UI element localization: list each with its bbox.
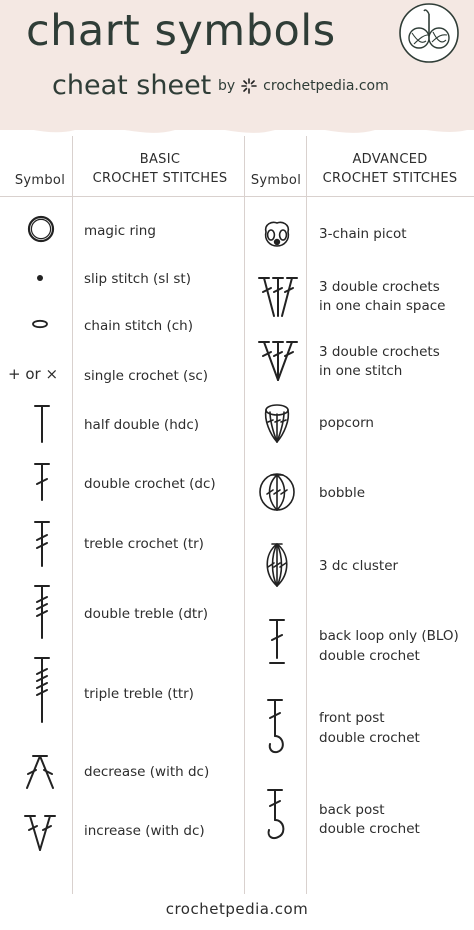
advanced-label-3dc-one-stitch-2: in one stitch [319,363,403,379]
treble-crochet-icon [30,518,54,570]
dc-cluster-icon [260,540,294,590]
page-title: chart symbols [26,6,336,56]
advanced-header-line2: CROCHET STITCHES [322,171,458,186]
advanced-label-3dc-one-stitch-1: 3 double crochets [319,344,440,360]
triple-treble-icon [30,654,54,726]
front-post-icon [262,696,292,758]
advanced-label-blo-1: back loop only (BLO) [319,628,459,644]
advanced-column-header [310,150,470,188]
advanced-label-picot: 3-chain picot [319,226,407,242]
basic-label-half-double: half double (hdc) [84,417,200,433]
basic-label-magic-ring: magic ring [84,223,156,239]
magic-ring-icon [26,214,56,244]
decrease-icon [22,752,58,792]
slip-stitch-icon [34,272,46,284]
basic-label-double-treble: double treble (dtr) [84,606,209,622]
chain-stitch-icon [30,318,50,330]
advanced-label-back-post-1: back post [319,802,385,818]
divider-vertical-3 [306,136,307,894]
by-text: by [218,78,236,94]
basic-label-treble-crochet: treble crochet (tr) [84,536,204,552]
symbol-column-header-right: Symbol [250,173,302,188]
advanced-label-popcorn: popcorn [319,415,374,431]
advanced-label-blo-2: double crochet [319,648,420,664]
three-dc-chain-space-icon [256,274,300,320]
yarn-logo-icon [398,2,460,64]
popcorn-icon [260,400,294,446]
advanced-label-bobble: bobble [319,485,366,501]
symbol-column-header-left: Symbol [14,173,66,188]
half-double-icon [30,402,54,446]
picot-icon [260,218,294,250]
divider-vertical-1 [72,136,73,894]
basic-label-single-crochet: single crochet (sc) [84,368,209,384]
byline [218,78,389,94]
basic-column-header [80,150,240,188]
three-dc-one-stitch-icon [256,338,300,384]
double-treble-icon [30,582,54,642]
page-subtitle: cheat sheet [52,70,212,101]
advanced-label-back-post-2: double crochet [319,821,420,837]
sparkle-icon [241,78,257,94]
increase-icon [22,812,58,854]
single-crochet-symbol: + or × [8,365,59,383]
basic-label-chain-stitch: chain stitch (ch) [84,318,194,334]
blo-dc-icon [264,616,290,668]
basic-label-increase: increase (with dc) [84,823,205,839]
advanced-label-front-post-2: double crochet [319,730,420,746]
footer-site[interactable]: crochetpedia.com [165,900,309,918]
advanced-label-3dc-chain-space-2: in one chain space [319,298,446,314]
basic-label-double-crochet: double crochet (dc) [84,476,216,492]
basic-label-decrease: decrease (with dc) [84,764,210,780]
advanced-label-dc-cluster: 3 dc cluster [319,558,399,574]
site-link[interactable]: crochetpedia.com [263,78,389,94]
divider-vertical-2 [244,136,245,894]
divider-horizontal [0,196,474,197]
advanced-label-3dc-chain-space-1: 3 double crochets [319,279,440,295]
basic-label-slip-stitch: slip stitch (sl st) [84,271,191,287]
advanced-label-front-post-1: front post [319,710,385,726]
back-post-icon [262,786,292,848]
basic-header-line2: CROCHET STITCHES [92,171,228,186]
bobble-icon [257,470,297,514]
double-crochet-icon [30,460,54,504]
basic-label-triple-treble: triple treble (ttr) [84,686,194,702]
advanced-header-line1: ADVANCED [352,152,428,167]
basic-header-line1: BASIC [139,152,181,167]
